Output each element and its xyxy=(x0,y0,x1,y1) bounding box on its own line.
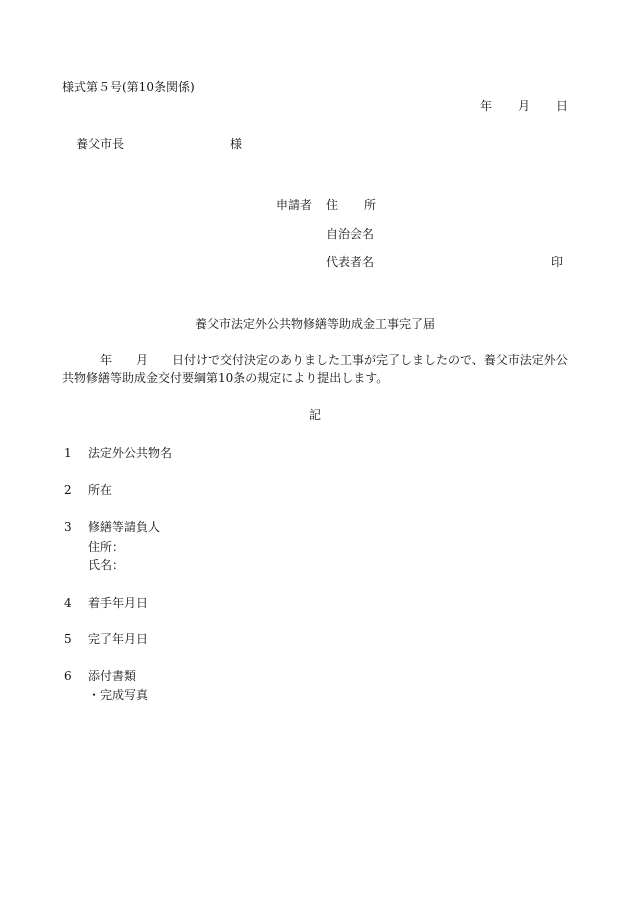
item-label: 法定外公共物名 xyxy=(88,446,173,460)
contractor-name-label: 氏名： xyxy=(88,558,125,572)
contractor-address-label: 住所： xyxy=(88,540,125,554)
applicant-address-label xyxy=(326,198,376,212)
item-label: 着手年月日 xyxy=(88,596,149,610)
body-paragraph xyxy=(62,351,572,387)
item-label: 所在 xyxy=(88,483,113,497)
attachment-item: ・完成写真 xyxy=(88,688,149,702)
submission-date xyxy=(480,99,568,113)
addressee xyxy=(76,137,242,151)
date-year-label: 年 xyxy=(480,99,493,113)
item-label: 添付書類 xyxy=(88,669,137,683)
addressee-name: 養父市長 xyxy=(76,137,125,151)
body-year-label: 年 xyxy=(100,353,113,367)
seal-mark: 印 xyxy=(551,255,564,269)
body-text: 日付けで交付決定のありました工事が完了しましたので、養父市法定外公共物修繕等助成金交付要綱第10条の規定により提出します。 xyxy=(62,353,568,385)
item-number: 4 xyxy=(64,596,72,610)
body-month-label: 月 xyxy=(136,353,149,367)
representative-name-label: 代表者名 xyxy=(326,255,375,269)
item-number: 3 xyxy=(64,520,72,534)
address-char-2: 所 xyxy=(364,198,377,212)
ki-heading: 記 xyxy=(308,408,321,422)
addressee-suffix: 様 xyxy=(230,137,243,151)
date-day-label: 日 xyxy=(556,99,569,113)
item-number: 6 xyxy=(64,669,72,683)
item-label: 修繕等請負人 xyxy=(88,520,161,534)
item-number: 2 xyxy=(64,483,72,497)
association-name-label: 自治会名 xyxy=(326,227,375,241)
applicant-label: 申請者 xyxy=(276,198,313,212)
address-char-1: 住 xyxy=(326,198,339,212)
item-label: 完了年月日 xyxy=(88,632,149,646)
item-number: 5 xyxy=(64,632,72,646)
item-number: 1 xyxy=(64,446,72,460)
date-month-label: 月 xyxy=(518,99,531,113)
document-title: 養父市法定外公共物修繕等助成金工事完了届 xyxy=(194,317,435,331)
form-number: 様式第５号(第10条関係) xyxy=(62,80,195,94)
